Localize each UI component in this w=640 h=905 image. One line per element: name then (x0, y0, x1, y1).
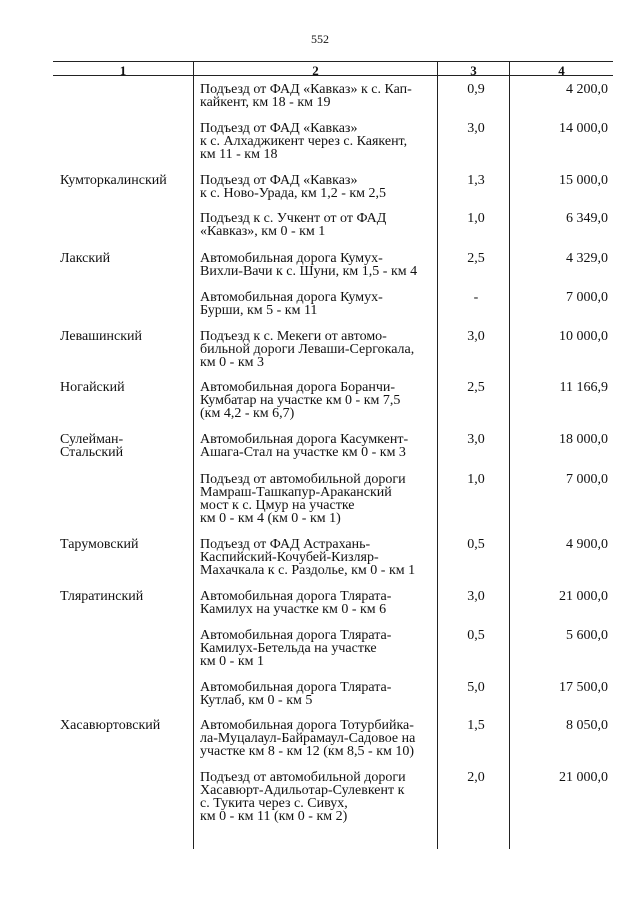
length-cell: 3,0 (467, 329, 485, 344)
length-cell: 2,5 (467, 380, 485, 395)
district-cell: Тарумовский (60, 537, 139, 552)
district-cell: Левашинский (60, 329, 143, 344)
length-cell: 1,5 (467, 718, 485, 733)
cost-cell: 18 000,0 (559, 432, 608, 447)
length-cell: 0,9 (467, 82, 485, 97)
column-header-4: 4 (558, 63, 565, 78)
road-cell: Автомобильная дорога Тлярата- Камилух на участке км 0 - км 6 (200, 589, 392, 617)
length-cell: 2,0 (467, 770, 485, 785)
road-cell: Автомобильная дорога Кумух- Бурши, км 5 - км 11 (200, 290, 383, 318)
district-cell: Тляратинский (60, 589, 144, 604)
cost-cell: 17 500,0 (559, 680, 608, 695)
road-cell: Подъезд к с. Мекеги от автомо- бильной дороги Леваши-Сергокала, км 0 - км 3 (200, 329, 415, 370)
length-cell: 0,5 (467, 537, 485, 552)
length-cell: 2,5 (467, 251, 485, 266)
district-cell: Лакский (60, 251, 111, 266)
column-divider-3 (509, 61, 510, 849)
cost-cell: 5 600,0 (566, 628, 608, 643)
column-header-2: 2 (312, 63, 319, 78)
column-header-1: 1 (119, 63, 127, 78)
road-cell: Автомобильная дорога Тлярата- Кутлаб, км 0 - км 5 (200, 680, 392, 708)
district-cell: Кумторкалинский (60, 173, 167, 188)
road-cell: Подъезд от автомобильной дороги Мамраш-Ташкапур-Араканский мост к с. Цмур на участке км 0 - км 4 (км 0 - км 1) (200, 472, 406, 526)
cost-cell: 4 200,0 (566, 82, 608, 97)
cost-cell: 11 166,9 (559, 380, 608, 395)
road-cell: Подъезд от ФАД Астрахань- Каспийский-Кочубей-Кизляр- Махачкала к с. Раздолье, км 0 - км 1 (200, 537, 416, 578)
page-number: 552 (311, 32, 329, 46)
road-cell: Автомобильная дорога Боранчи- Кумбатар на участке км 0 - км 7,5 (км 4,2 - км 6,7) (200, 380, 401, 421)
road-cell: Подъезд от ФАД «Кавказ» к с. Алхаджикент через с. Каякент, км 11 - км 18 (200, 121, 408, 162)
district-cell: Сулейман- Стальский (60, 432, 124, 460)
district-cell: Ногайский (60, 380, 125, 395)
cost-cell: 4 329,0 (566, 251, 608, 266)
road-cell: Автомобильная дорога Тлярата- Камилух-Бетельда на участке км 0 - км 1 (200, 628, 392, 669)
cost-cell: 10 000,0 (559, 329, 608, 344)
cost-cell: 21 000,0 (559, 770, 608, 785)
length-cell: 5,0 (467, 680, 485, 695)
length-cell: 0,5 (467, 628, 485, 643)
road-cell: Подъезд от ФАД «Кавказ» к с. Кап- кайкент, км 18 - км 19 (200, 82, 412, 110)
cost-cell: 15 000,0 (559, 173, 608, 188)
column-divider-1 (193, 61, 194, 849)
length-cell: 1,3 (467, 173, 485, 188)
cost-cell: 21 000,0 (559, 589, 608, 604)
length-cell: 3,0 (467, 121, 485, 136)
cost-cell: 4 900,0 (566, 537, 608, 552)
road-cell: Автомобильная дорога Кумух- Вихли-Вачи к с. Шуни, км 1,5 - км 4 (200, 251, 418, 279)
length-cell: 3,0 (467, 432, 485, 447)
cost-cell: 7 000,0 (566, 290, 608, 305)
column-header-3: 3 (470, 63, 477, 78)
cost-cell: 7 000,0 (566, 472, 608, 487)
cost-cell: 14 000,0 (559, 121, 608, 136)
cost-cell: 6 349,0 (566, 211, 608, 226)
cost-cell: 8 050,0 (566, 718, 608, 733)
road-cell: Автомобильная дорога Тотурбийка- ла-Муцалаул-Байрамаул-Садовое на участке км 8 - км 12 (км 8,5 - км 10) (200, 718, 416, 759)
road-cell: Подъезд к с. Учкент от от ФАД «Кавказ», км 0 - км 1 (200, 211, 387, 239)
length-cell: - (473, 290, 479, 305)
length-cell: 1,0 (467, 211, 485, 226)
district-cell: Хасавюртовский (60, 718, 161, 733)
header-top-rule (53, 61, 613, 62)
length-cell: 1,0 (467, 472, 485, 487)
road-cell: Подъезд от автомобильной дороги Хасавюрт-Адильотар-Сулевкент к с. Тукита через с. Сивух, км 0 - км 11 (км 0 - км 2) (200, 770, 406, 824)
column-divider-2 (437, 61, 438, 849)
length-cell: 3,0 (467, 589, 485, 604)
road-cell: Автомобильная дорога Касумкент- Ашага-Стал на участке км 0 - км 3 (200, 432, 409, 460)
road-cell: Подъезд от ФАД «Кавказ» к с. Ново-Урада, км 1,2 - км 2,5 (200, 173, 387, 201)
